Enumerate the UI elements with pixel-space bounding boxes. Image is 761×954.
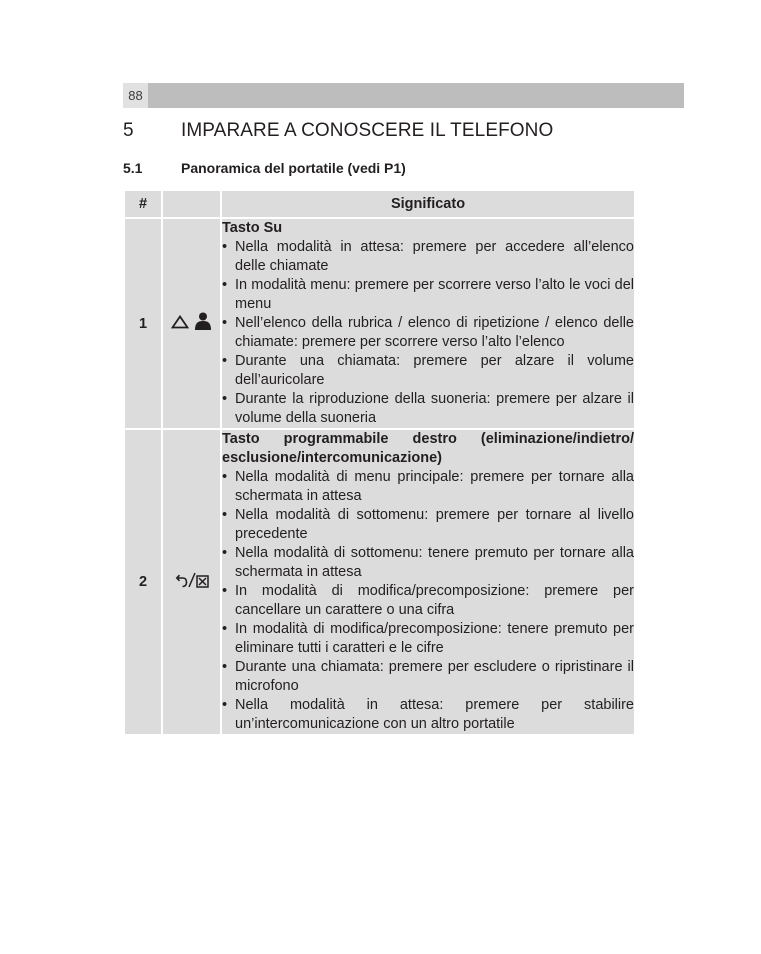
list-item: • Durante una chiamata: premere per alzare il volume dell’auricolare	[222, 352, 634, 390]
list-item: • In modalità menu: premere per scorrere verso l’alto le voci del menu	[222, 276, 634, 314]
list-item: • In modalità di modifica/precomposizione: premere per cancellare un carattere o una cifra	[222, 582, 634, 620]
row-number: 1	[125, 219, 161, 428]
row-description	[222, 430, 634, 734]
row-number: 2	[125, 430, 161, 734]
list-item: • Durante la riproduzione della suoneria: premere per alzare il volume della suoneria	[222, 390, 634, 428]
list-item: • Nell’elenco della rubrica / elenco di ripetizione / elenco delle chiamate: premere per scorrere verso l’alto l’elenco	[222, 314, 634, 352]
row-icons	[163, 219, 220, 428]
key-overview-table	[123, 189, 636, 736]
delete-box-icon	[196, 572, 209, 593]
header-number: #	[125, 191, 161, 217]
chapter-title: IMPARARE A CONOSCERE IL TELEFONO	[181, 120, 554, 141]
up-triangle-icon	[171, 313, 189, 334]
table-header-row	[125, 191, 634, 217]
bullet-list	[222, 468, 634, 734]
bullet-list	[222, 238, 634, 428]
page-number: 88	[123, 83, 148, 108]
table-row	[125, 430, 634, 734]
list-item: • Nella modalità di menu principale: premere per tornare alla schermata in attesa	[222, 468, 634, 506]
key-title: Tasto Su	[222, 220, 283, 236]
row-icons	[163, 430, 220, 734]
list-item: • Durante una chiamata: premere per escludere o ripristinare il microfono	[222, 658, 634, 696]
slash-separator-icon	[188, 572, 196, 593]
list-item: • Nella modalità in attesa: premere per stabilire un’intercomunicazione con un altro portatile	[222, 696, 634, 734]
header-meaning: Significato	[222, 191, 634, 217]
list-item: • Nella modalità in attesa: premere per accedere all’elenco delle chiamate	[222, 238, 634, 276]
key-title: Tasto programmabile destro (eliminazione/indietro/ esclusione/intercomunicazione)	[222, 431, 634, 466]
chapter-number: 5	[123, 120, 134, 141]
list-item: • Nella modalità di sottomenu: tenere premuto per tornare alla schermata in attesa	[222, 544, 634, 582]
contact-person-icon	[194, 312, 212, 335]
list-item: • Nella modalità di sottomenu: premere per tornare al livello precedente	[222, 506, 634, 544]
table-row	[125, 219, 634, 428]
list-item: • In modalità di modifica/precomposizione: tenere premuto per eliminare tutti i caratteri e le cifre	[222, 620, 634, 658]
header-icon	[163, 191, 220, 217]
section-number: 5.1	[123, 160, 143, 176]
header-bar	[123, 83, 684, 108]
row-description	[222, 219, 634, 428]
back-arrow-icon	[175, 572, 188, 593]
section-title: Panoramica del portatile (vedi P1)	[181, 160, 406, 176]
